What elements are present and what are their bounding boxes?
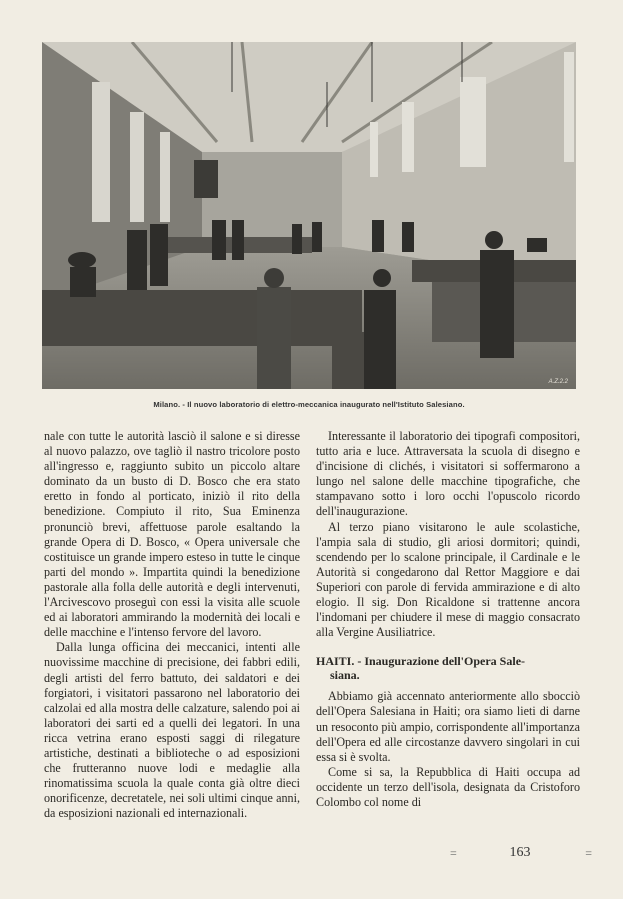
footer-ornament-left: = — [450, 845, 455, 860]
footer-ornament-right: = — [585, 845, 590, 860]
left-paragraph-2: Dalla lunga officina dei meccanici, intenti alle nuovissime macchine di precisione, dei fabbri edili, degli artisti del ferro battuto, dei saldatori e dei forgiatori, i visitatori passarono nel laboratorio dei calzolai ed alla mostra delle calzature, salendo poi ai laboratori dei sarti ed a quelli dei legatori. In una ricca vetrina erano esposti saggi di rilegature artistiche, destinati a biblioteche o ad esposizioni che frutteranno nuove lodi e medaglie alla rinomatissima scuola la quale conta già oltre dieci onorificenze, decretatele, nei soli ultimi cinque anni, da esposizioni nazionali ed internazionali. — [44, 640, 300, 821]
photo-caption: Milano. - Il nuovo laboratorio di elettro-meccanica inaugurato nell'Istituto Salesiano. — [153, 400, 465, 409]
left-paragraph-1: nale con tutte le autorità lasciò il salone e si diresse al nuovo palazzo, ove tagliò il nastro tricolore posto all'ingresso e, raggiunto subito un piccolo altare dominato da un busto di D. Bosco che era stato eretto in fondo al porticato, iniziò il rito della benedizione. Compiuto il rito, Sua Eminenza pronunciò brevi, affettuose parole esaltando la grande Opera di D. Bosco, « Opera universale che costituisce un grande impero esteso in tutte le cinque parti del mondo ». Impartita quindi la benedizione pastorale alla folla delle autorità e degli intervenuti, l'Arcivescovo proseguì con essi la visita alle scuole ed ai laboratori ammirando la modernità dei locali e delle macchine e l'intenso fervore del lavoro. — [44, 429, 300, 640]
page-number: 163 — [509, 845, 531, 860]
right-paragraph-3: Abbiamo già accennato anteriormente allo sbocciò dell'Opera Salesiana in Haiti; ora siamo lieti di darne un resoconto più ampio, corrispondente all'importanza dell'Opera ed alle circostanze davvero singolari in cui essa si è svolta. — [316, 689, 580, 764]
left-column — [44, 429, 300, 821]
workshop-photograph — [42, 42, 576, 389]
right-column — [316, 429, 580, 810]
photo-credit: A.Z.2.2 — [548, 379, 568, 385]
section-heading-lead: HAITI. - Inaugurazione dell'Opera Sale- — [316, 654, 526, 669]
section-heading — [316, 654, 580, 682]
right-paragraph-1: Interessante il laboratorio dei tipografi compositori, tutto aria e luce. Attraversata la scuola di disegno e d'incisione di clichés, i visitatori si soffermarono a lungo nel salone delle macchine tipografiche, che stampavano sotto i loro occhi l'opuscolo ricordo dell'inaugurazione. — [316, 429, 580, 519]
right-paragraph-4: Come si sa, la Repubblica di Haiti occupa ad occidente un terzo dell'isola, designata da Cristoforo Colombo col nome di — [316, 764, 580, 809]
page-footer — [450, 845, 590, 861]
right-paragraph-2: Al terzo piano visitarono le aule scolastiche, l'ampia sala di studio, gli ariosi dormitori; quindi, scendendo per lo scalone principale, il Cardinale e le Autorità si congedarono dal Rettor Maggiore e dai Superiori con parole di fervida ammirazione e di alto elogio. Il sig. Don Ricaldone si trattenne ancora l'indomani per chiudere il mese di maggio consacrato alla Vergine Ausiliatrice. — [316, 519, 580, 640]
section-heading-rest: siana. — [330, 668, 360, 683]
workshop-interior-image — [42, 42, 576, 389]
